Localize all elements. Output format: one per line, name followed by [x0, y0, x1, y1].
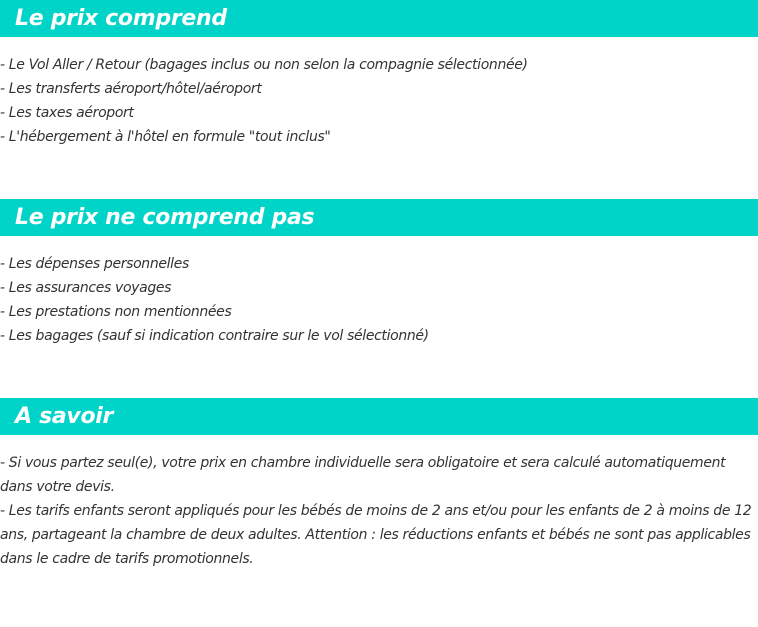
- list-item: - L'hébergement à l'hôtel en formule "tout inclus": [0, 129, 331, 145]
- list-item: - Les taxes aéroport: [0, 105, 134, 121]
- section-list-not-included: [0, 236, 758, 348]
- list-item: - Les tarifs enfants seront appliqués pour les bébés de moins de 2 ans et/ou pour les enfants de 2 à moins de 12 ans, partageant la chambre de deux adultes. Attention : les réductions enfants et bébés ne sont pas applicables dans le cadre de tarifs promotionnels.: [0, 503, 752, 567]
- section-not-included: [0, 199, 758, 348]
- list-item: - Les dépenses personnelles: [0, 256, 189, 272]
- list-item: - Le Vol Aller / Retour (bagages inclus ou non selon la compagnie sélectionnée): [0, 57, 528, 73]
- list-item: - Si vous partez seul(e), votre prix en chambre individuelle sera obligatoire et sera calculé automatiquement dans votre devis.: [0, 455, 726, 495]
- list-item: - Les prestations non mentionnées: [0, 304, 232, 320]
- section-text-good-to-know: [0, 435, 758, 571]
- section-header-good-to-know: [0, 398, 758, 435]
- list-item: - Les transferts aéroport/hôtel/aéroport: [0, 81, 262, 97]
- section-list-included: [0, 37, 758, 149]
- list-item: - Les bagages (sauf si indication contraire sur le vol sélectionné): [0, 328, 429, 344]
- section-title-not-included: Le prix ne comprend pas: [15, 204, 315, 230]
- section-included: [0, 0, 758, 149]
- section-good-to-know: [0, 398, 758, 571]
- list-item: - Les assurances voyages: [0, 280, 172, 296]
- section-title-good-to-know: A savoir: [15, 403, 114, 429]
- section-title-included: Le prix comprend: [15, 5, 227, 31]
- section-header-not-included: [0, 199, 758, 236]
- section-header-included: [0, 0, 758, 37]
